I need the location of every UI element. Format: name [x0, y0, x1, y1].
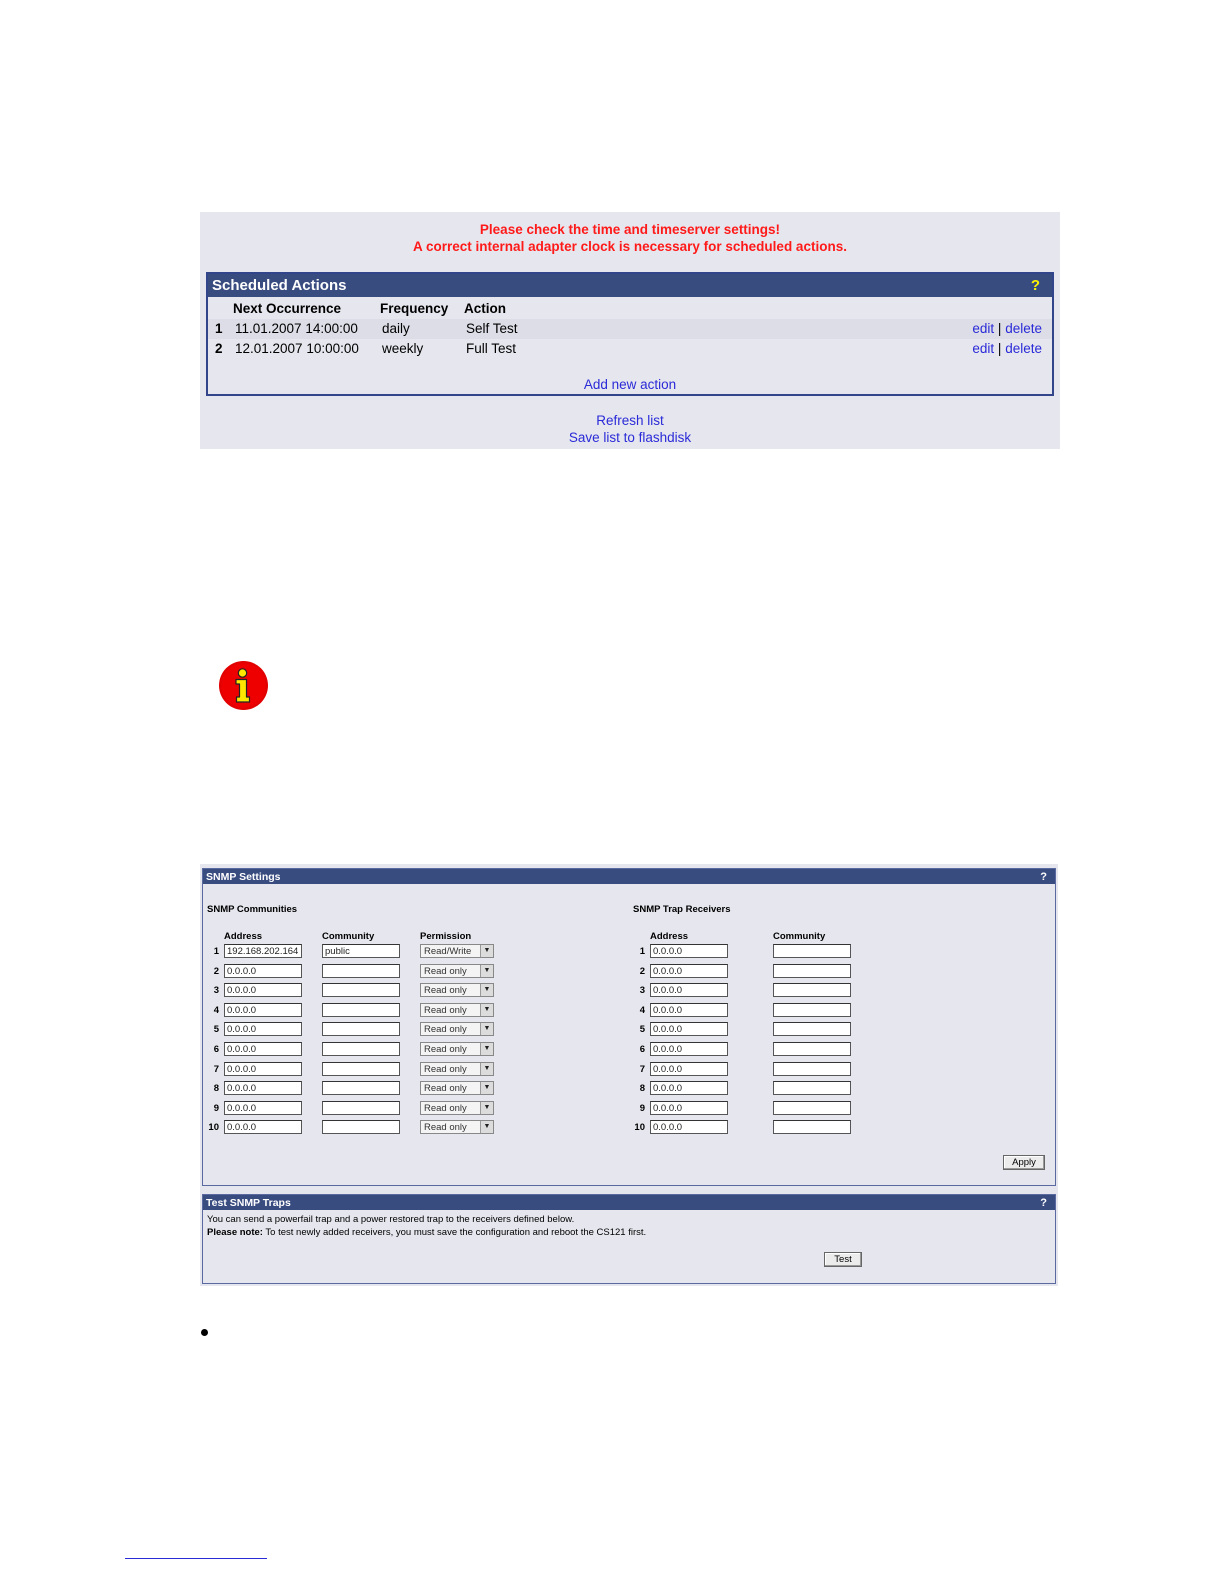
scheduled-actions-title: Scheduled Actions: [212, 277, 347, 294]
row-number: 2: [215, 341, 223, 356]
col-permission: Permission: [420, 931, 472, 942]
delete-link[interactable]: delete: [1005, 341, 1042, 356]
receiver-address-input[interactable]: 0.0.0.0: [650, 1042, 728, 1056]
community-name-input[interactable]: public: [322, 944, 400, 958]
row-next-occurrence: 12.01.2007 10:00:00: [235, 341, 359, 356]
row-frequency: weekly: [382, 341, 424, 356]
row-number: 1: [639, 946, 645, 957]
help-icon[interactable]: ?: [1040, 871, 1047, 883]
community-name-input[interactable]: [322, 1003, 400, 1017]
apply-button[interactable]: Apply: [1003, 1155, 1045, 1170]
receiver-community-input[interactable]: [773, 1062, 851, 1076]
permission-value: Read/Write: [424, 946, 472, 957]
permission-value: Read only: [424, 965, 467, 977]
community-address-input[interactable]: 0.0.0.0: [224, 1081, 302, 1095]
community-address-input[interactable]: 0.0.0.0: [224, 1062, 302, 1076]
community-name-input[interactable]: [322, 983, 400, 997]
community-name-input[interactable]: [322, 1120, 400, 1134]
row-number: 1: [215, 321, 223, 336]
permission-value: Read only: [424, 1083, 467, 1095]
receiver-address-input[interactable]: 0.0.0.0: [650, 1120, 728, 1134]
row-number: 8: [213, 1083, 219, 1095]
community-address-input[interactable]: 0.0.0.0: [224, 983, 302, 997]
dropdown-arrow-icon[interactable]: ▼: [480, 945, 493, 957]
snmp-settings-titlebar: [203, 869, 1055, 884]
help-icon[interactable]: ?: [1030, 277, 1040, 294]
receiver-community-input[interactable]: [773, 964, 851, 978]
receiver-community-input[interactable]: [773, 1003, 851, 1017]
receiver-community-input[interactable]: [773, 1120, 851, 1134]
test-snmp-traps-title: Test SNMP Traps: [206, 1197, 291, 1209]
permission-value: Read only: [424, 1063, 467, 1075]
info-icon: [218, 660, 269, 711]
community-name-input[interactable]: [322, 1042, 400, 1056]
community-address-input[interactable]: 192.168.202.164: [224, 944, 302, 958]
footnote-rule: [125, 1558, 267, 1559]
scheduled-actions-panel: [200, 212, 1060, 449]
row-number: 10: [208, 1122, 219, 1134]
scheduled-actions-titlebar: [208, 274, 1052, 297]
permission-value: Read only: [424, 1102, 467, 1114]
row-number: 6: [213, 1044, 219, 1055]
permission-value: Read only: [424, 1044, 467, 1055]
col-address: Address: [224, 931, 263, 942]
row-next-occurrence: 11.01.2007 14:00:00: [235, 321, 358, 336]
receiver-address-input[interactable]: 0.0.0.0: [650, 1062, 728, 1076]
edit-link[interactable]: edit: [972, 341, 995, 356]
receiver-address-input[interactable]: 0.0.0.0: [650, 964, 728, 978]
row-number: 2: [639, 965, 645, 977]
row-number: 8: [639, 1083, 645, 1095]
test-snmp-traps-box: [202, 1194, 1056, 1284]
row-number: 3: [213, 985, 219, 997]
row-frequency: daily: [382, 321, 410, 336]
snmp-panel: [200, 864, 1058, 1286]
community-address-input[interactable]: 0.0.0.0: [224, 1022, 302, 1036]
row-number: 3: [639, 985, 645, 997]
receiver-address-input[interactable]: 0.0.0.0: [650, 983, 728, 997]
permission-select[interactable]: [420, 1062, 494, 1076]
receiver-community-input[interactable]: [773, 1101, 851, 1115]
row-number: 7: [213, 1063, 219, 1075]
permission-select[interactable]: [420, 1042, 494, 1056]
scheduled-footer-links: [200, 412, 1060, 446]
receiver-community-input[interactable]: [773, 983, 851, 997]
permission-select[interactable]: [420, 983, 494, 997]
row-number: 2: [213, 965, 219, 977]
community-name-input[interactable]: [322, 1062, 400, 1076]
community-address-input[interactable]: 0.0.0.0: [224, 1042, 302, 1056]
header-frequency: Frequency: [380, 301, 449, 316]
delete-link[interactable]: delete: [1005, 321, 1042, 336]
scheduled-actions-box: [206, 272, 1054, 396]
table-row: [208, 319, 1052, 339]
time-warning: [200, 222, 1060, 255]
snmp-communities-label: SNMP Communities: [207, 904, 298, 915]
community-address-input[interactable]: 0.0.0.0: [224, 1003, 302, 1017]
dropdown-arrow-icon[interactable]: ▼: [480, 1023, 493, 1035]
row-action: Self Test: [466, 321, 518, 336]
row-number: 9: [639, 1102, 645, 1114]
traps-line-1: You can send a powerfail trap and a power restored trap to the receivers defined below.: [207, 1214, 575, 1225]
receiver-address-input[interactable]: 0.0.0.0: [650, 944, 728, 958]
community-address-input[interactable]: 0.0.0.0: [224, 1101, 302, 1115]
help-icon[interactable]: ?: [1040, 1197, 1047, 1209]
receiver-community-input[interactable]: [773, 944, 851, 958]
save-list-link[interactable]: Save list to flashdisk: [568, 430, 692, 445]
community-address-input[interactable]: 0.0.0.0: [224, 1120, 302, 1134]
row-number: 7: [639, 1063, 645, 1075]
row-number: 4: [639, 1004, 645, 1016]
permission-select[interactable]: [420, 1022, 494, 1036]
refresh-list-link[interactable]: Refresh list: [596, 413, 664, 428]
permission-select[interactable]: [420, 1120, 494, 1134]
receiver-address-input[interactable]: 0.0.0.0: [650, 1101, 728, 1115]
dropdown-arrow-icon[interactable]: ▼: [480, 965, 493, 977]
permission-value: Read only: [424, 1004, 467, 1016]
snmp-trap-receivers-label: SNMP Trap Receivers: [633, 904, 731, 915]
snmp-settings-box: [202, 868, 1056, 1186]
col-community: Community: [322, 931, 375, 942]
dropdown-arrow-icon[interactable]: ▼: [480, 1082, 493, 1094]
add-action-row: [208, 377, 1052, 392]
test-button[interactable]: Test: [824, 1252, 862, 1267]
receiver-community-input[interactable]: [773, 1042, 851, 1056]
receiver-address-input[interactable]: 0.0.0.0: [650, 1081, 728, 1095]
test-snmp-traps-titlebar: [203, 1195, 1055, 1210]
traps-description: [207, 1213, 646, 1239]
permission-select[interactable]: [420, 1081, 494, 1095]
table-row: [208, 339, 1052, 359]
dropdown-arrow-icon[interactable]: ▼: [480, 1043, 493, 1055]
row-number: 9: [213, 1102, 219, 1114]
row-number: 1: [213, 946, 219, 957]
traps-note: [207, 1226, 646, 1239]
row-links: [972, 339, 1042, 359]
community-address-input[interactable]: 0.0.0.0: [224, 964, 302, 978]
col-receiver-community: Community: [773, 931, 826, 942]
warning-line-2: A correct internal adapter clock is necessary for scheduled actions.: [413, 238, 847, 254]
permission-select[interactable]: [420, 1101, 494, 1115]
dropdown-arrow-icon[interactable]: ▼: [480, 984, 493, 996]
dropdown-arrow-icon[interactable]: ▼: [480, 1102, 493, 1114]
row-number: 6: [639, 1044, 645, 1055]
community-name-input[interactable]: [322, 964, 400, 978]
col-receiver-address: Address: [650, 931, 689, 942]
bullet-point: [201, 1329, 208, 1336]
note-text: To test newly added receivers, you must save the configuration and reboot the CS121 first.: [262, 1227, 647, 1238]
note-label: Please note:: [207, 1227, 263, 1238]
community-name-input[interactable]: [322, 1101, 400, 1115]
receiver-address-input[interactable]: 0.0.0.0: [650, 1003, 728, 1017]
edit-link[interactable]: edit: [972, 321, 995, 336]
link-separator: |: [997, 341, 1002, 356]
receiver-address-input[interactable]: 0.0.0.0: [650, 1022, 728, 1036]
receiver-community-input[interactable]: [773, 1081, 851, 1095]
permission-select[interactable]: [420, 964, 494, 978]
permission-select[interactable]: [420, 1003, 494, 1017]
snmp-settings-title: SNMP Settings: [206, 871, 281, 883]
receiver-community-input[interactable]: [773, 1022, 851, 1036]
row-number: 10: [634, 1122, 645, 1134]
dropdown-arrow-icon[interactable]: ▼: [480, 1004, 493, 1016]
header-action: Action: [464, 301, 506, 316]
row-links: [972, 319, 1042, 339]
header-next-occurrence: Next Occurrence: [233, 301, 342, 316]
warning-line-1: Please check the time and timeserver settings!: [479, 222, 781, 237]
permission-value: Read only: [424, 1024, 467, 1036]
table-header: [208, 299, 1052, 319]
scheduled-actions-table: [208, 299, 1052, 359]
dropdown-arrow-icon[interactable]: ▼: [480, 1121, 493, 1133]
permission-value: Read only: [424, 985, 467, 997]
row-number: 4: [213, 1004, 219, 1016]
permission-value: Read only: [424, 1122, 467, 1134]
row-number: 5: [639, 1024, 645, 1036]
dropdown-arrow-icon[interactable]: ▼: [480, 1063, 493, 1075]
row-number: 5: [213, 1024, 219, 1036]
add-new-action-link[interactable]: Add new action: [583, 377, 677, 392]
community-name-input[interactable]: [322, 1022, 400, 1036]
permission-select[interactable]: [420, 944, 494, 958]
link-separator: |: [997, 321, 1002, 336]
row-action: Full Test: [466, 341, 517, 356]
community-name-input[interactable]: [322, 1081, 400, 1095]
